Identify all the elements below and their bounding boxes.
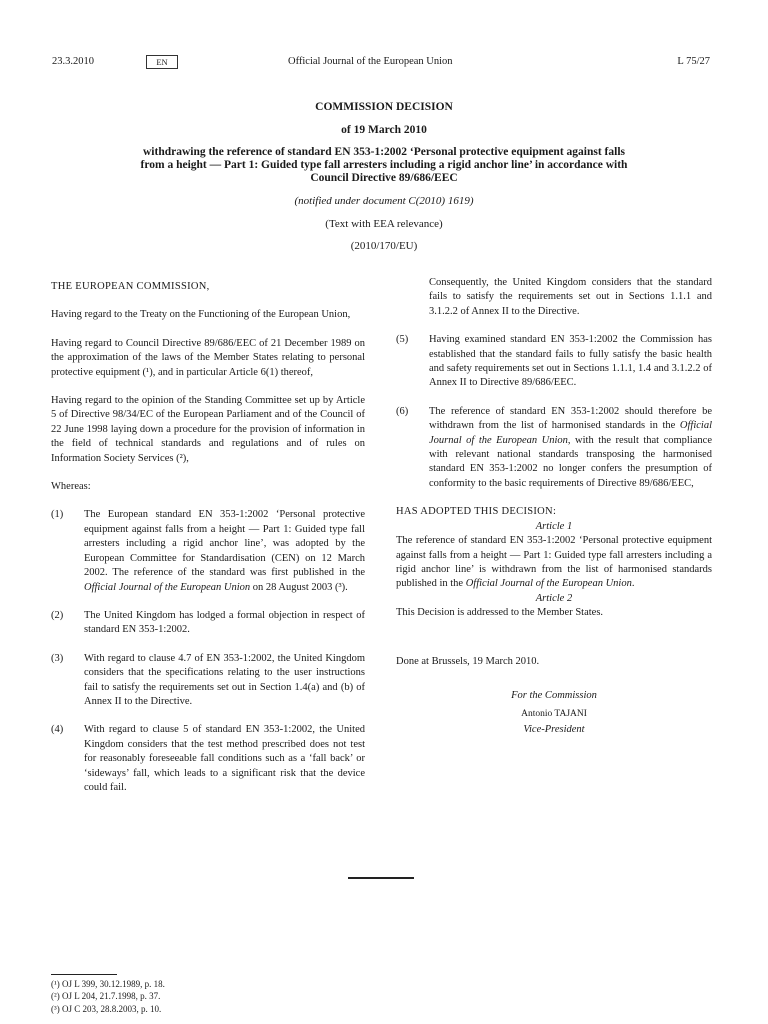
recital-2 <box>51 609 365 638</box>
oj-reference: Official Journal of the European Union <box>465 578 632 590</box>
page-header <box>52 56 710 70</box>
recital-text: The United Kingdom has lodged a formal objection in respect of standard EN 353-1:2002. <box>84 609 365 636</box>
signatory-role: Vice-President <box>523 723 585 735</box>
header-date: 23.3.2010 <box>52 56 94 67</box>
recital-number: (3) <box>51 652 64 664</box>
notified-line: (notified under document C(2010) 1619) <box>294 195 474 207</box>
recital-text: With regard to clause 4.7 of EN 353-1:2002, the United Kingdom considers that the specifications relating to the user instructions fail to satisfy the requirements set out in Section 1.4(a) and (b) of Annex II to the Directive. <box>84 652 365 707</box>
page-reference: L 75/27 <box>677 56 710 67</box>
left-column <box>51 280 365 809</box>
recital-number: (4) <box>51 724 64 736</box>
subject-line-1: withdrawing the reference of standard EN 353-1:2002 ‘Personal protective equipment against falls <box>142 146 625 158</box>
decision-heading: COMMISSION DECISION <box>315 101 453 113</box>
recital-text-part: , with the result that compliance with relevant national standards transposing the harmonised standard EN 353-1:2002 no longer confers the presumption of conformity to the basic requirements of Directive 89/686/EEC, <box>429 434 712 489</box>
language-badge: EN <box>146 55 178 69</box>
recital-text <box>84 508 365 594</box>
recital-4-continued <box>396 276 712 319</box>
footnote-rule <box>51 974 117 975</box>
oj-reference: Official Journal of the European Union <box>84 581 251 593</box>
eea-relevance: (Text with EEA relevance) <box>325 218 443 230</box>
footnotes <box>51 978 165 1015</box>
subject-line-3: Council Directive 89/686/EEC <box>310 172 458 184</box>
recital-3 <box>51 652 365 710</box>
preamble-treaty: Having regard to the Treaty on the Functioning of the European Union, <box>51 309 351 321</box>
article-text-part: . <box>631 578 635 590</box>
decision-reference: (2010/170/EU) <box>350 240 418 252</box>
recital-text: With regard to clause 5 of standard EN 353-1:2002, the United Kingdom considers that the test method prescribed does not test for reasonably foreseeable fall conditions such as a ‘fall back’ or ‘sideways’ fall, which leads to a significant risk that the device could fail. <box>84 724 365 793</box>
signatory-name: Antonio TAJANI <box>521 709 587 720</box>
journal-title: Official Journal of the European Union <box>288 56 453 67</box>
footnote-2: (²) OJ L 204, 21.7.1998, p. 37. <box>51 991 161 1002</box>
footnote-1: (¹) OJ L 399, 30.12.1989, p. 18. <box>51 979 165 989</box>
recital-text <box>429 405 712 491</box>
preamble-committee: Having regard to the opinion of the Standing Committee set up by Article 5 of Directive 98/34/EC of the European Parliament and of the Council of 22 June 1998 laying down a procedure for the provision of information in the field of technical standards and regulations and of rules on Information Society Services (²), <box>51 395 365 464</box>
decision-date: of 19 March 2010 <box>341 124 427 136</box>
recital-5 <box>396 333 712 391</box>
decision-subject <box>0 146 768 185</box>
recital-6 <box>396 405 712 491</box>
recital-4 <box>51 723 365 795</box>
recital-text-part: The reference of standard EN 353-1:2002 should therefore be withdrawn from the list of harmonised standards in the <box>429 405 712 432</box>
article-1-title: Article 1 <box>535 520 573 532</box>
recital-text: Consequently, the United Kingdom considers that the standard fails to satisfy the requirements set out in Sections 1.1.1 and 3.1.2.2 of Annex II to the Directive. <box>429 277 712 317</box>
recital-text-part: The European standard EN 353-1:2002 ‘Personal protective equipment against falls from a height — Part 1: Guided type fall arresters including a rigid anchor line’, was adopted by the European Committee for Standardisation (CEN) on 12 March 2002. The reference of the standard was first published in the <box>84 509 365 579</box>
article-2-title: Article 2 <box>535 592 573 604</box>
whereas-label: Whereas: <box>51 481 91 493</box>
recital-text: Having examined standard EN 353-1:2002 the Commission has established that the standard fails to fully satisfy the basic health and safety requirements set out in Sections 1.1.1, 1.4 and 3.1.2.2 of Annex II to Directive 89/686/EEC. <box>429 334 712 389</box>
commission-intro: THE EUROPEAN COMMISSION, <box>51 281 210 292</box>
oj-reference: Official Journal of the European Union <box>429 420 712 446</box>
signature-block <box>396 689 712 737</box>
recital-text-part: on 28 August 2003 (³). <box>250 581 348 593</box>
recital-1 <box>51 508 365 594</box>
footnote-3: (³) OJ C 203, 28.8.2003, p. 10. <box>51 1003 162 1014</box>
signature-for: For the Commission <box>511 689 597 701</box>
recital-number: (1) <box>51 509 64 521</box>
article-1-text <box>396 534 712 592</box>
recital-number: (2) <box>51 609 64 621</box>
end-rule <box>348 877 414 879</box>
right-column <box>396 276 712 737</box>
subject-line-2: from a height — Part 1: Guided type fall arresters including a rigid anchor line’ in accordance with <box>140 159 628 171</box>
article-2-text: This Decision is addressed to the Member States. <box>396 607 604 619</box>
preamble-directive: Having regard to Council Directive 89/686/EEC of 21 December 1989 on the approximation of the laws of the Member States relating to personal protective equipment (¹), and in particular Article 6(1) thereof, <box>51 337 365 378</box>
adopted-label: HAS ADOPTED THIS DECISION: <box>396 506 557 518</box>
done-at: Done at Brussels, 19 March 2010. <box>396 655 540 667</box>
recital-number: (6) <box>396 405 409 417</box>
article-text-part: The reference of standard EN 353-1:2002 ‘Personal protective equipment against falls from a height — Part 1: Guided type fall arresters including a rigid anchor line’ is withdrawn from the list of harmonised standards published in the <box>396 535 712 590</box>
recital-number: (5) <box>396 334 409 346</box>
